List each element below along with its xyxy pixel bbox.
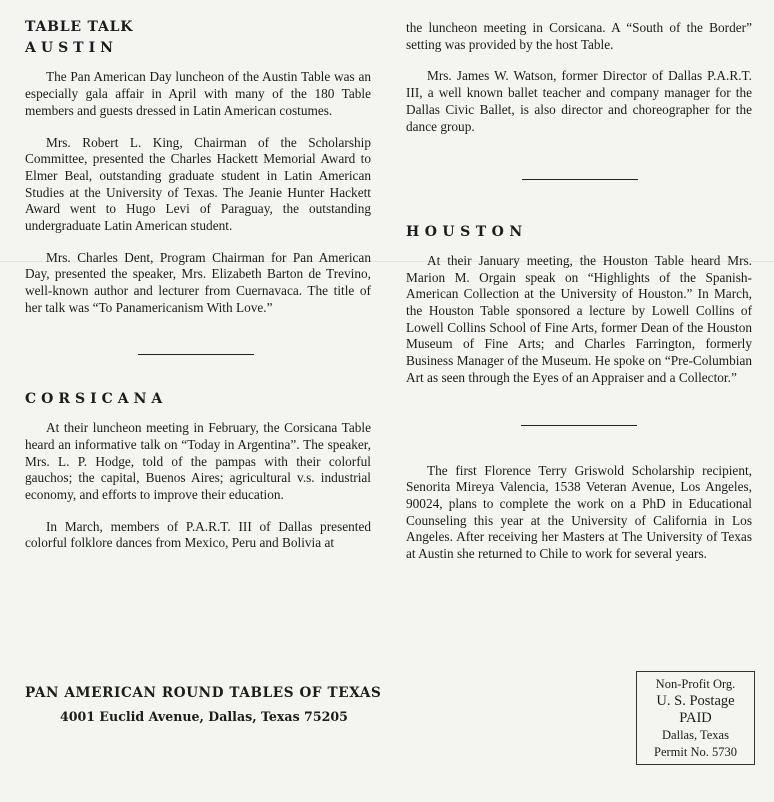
scholarship-paragraph: The first Florence Terry Griswold Scholarship recipient, Senorita Mireya Valencia, 1538 Veteran Avenue, Los Angeles, 90024, plans to complete the work on a PhD in Educational Counseling this year at the University of California in Los Angeles. After receiving her Masters at The University of Texas at Austin she returned to Chile to work for several years. <box>406 462 752 562</box>
corsicana-paragraph-1: At their luncheon meeting in February, the Corsicana Table heard an informative talk on “Today in Argentina”. The speaker, Mrs. L. P. Hodge, told of the pampas with their colorful gauchos; the capital, Buenos Aires; agricultural v.s. industrial economy, and efforts to improve their education. <box>25 420 371 503</box>
postage-indicia <box>636 671 755 765</box>
indicia-city: Dallas, Texas <box>662 728 729 742</box>
corsicana-paragraph-2: In March, members of P.A.R.T. III of Dallas presented colorful folklore dances from Mexico, Peru and Bolivia at <box>25 518 371 551</box>
organization-name: PAN AMERICAN ROUND TABLES OF TEXAS <box>25 685 382 701</box>
indicia-permit: Permit No. 5730 <box>654 745 737 759</box>
austin-heading: AUSTIN <box>25 39 118 56</box>
corsicana-paragraph-3: Mrs. James W. Watson, former Director of Dallas P.A.R.T. III, a well known ballet teacher and company manager for the Dallas Civic Ballet, is also director and choreographer for the dance group. <box>406 68 752 134</box>
austin-paragraph-1: The Pan American Day luncheon of the Austin Table was an especially gala affair in April with many of the 180 Table members and guests dressed in Latin American costumes. <box>25 69 371 118</box>
houston-paragraph: At their January meeting, the Houston Table heard Mrs. Marion M. Orgain speak on “Highlights of the Spanish-American Collection at the University of Houston.” In March, the Houston Table sponsored a lecture by Lowell Collins of Lowell Collins School of Fine Arts, former Dean of the Houston Museum of Fine Arts; and Charles Farrington, formerly Business Manager of the Museum. He spoke on “Pre-Columbian Art as seen through the Eyes of an Appraiser and a Collector.” <box>406 252 752 385</box>
austin-paragraph-3: Mrs. Charles Dent, Program Chairman for Pan American Day, presented the speaker, Mrs. Elizabeth Barton de Trevino, well-known author and lecturer from Cuernavaca. The title of her talk was “To Panamericanism With Love.” <box>25 249 371 315</box>
indicia-paid: PAID <box>679 710 712 726</box>
organization-address: 4001 Euclid Avenue, Dallas, Texas 75205 <box>60 709 348 724</box>
right-column <box>406 0 752 563</box>
left-column <box>25 0 371 552</box>
austin-paragraph-2: Mrs. Robert L. King, Chairman of the Scholarship Committee, presented the Charles Hackett Memorial Award to Elmer Beal, outstanding graduate student in Latin American Studies at the University of Texas. The Jeanie Hunter Hackett Award went to Hugo Levi of Paraguay, the outstanding undergraduate Latin American student. <box>25 134 371 234</box>
indicia-nonprofit: Non-Profit Org. <box>655 677 736 691</box>
corsicana-continued-paragraph: the luncheon meeting in Corsicana. A “South of the Border” setting was provided by the host Table. <box>406 20 752 52</box>
indicia-us-postage: U. S. Postage <box>656 693 735 709</box>
table-talk-heading: TABLE TALK <box>25 19 134 35</box>
section-divider <box>522 179 638 180</box>
section-divider <box>138 354 254 355</box>
houston-heading: HOUSTON <box>406 224 528 241</box>
corsicana-heading: CORSICANA <box>25 390 168 407</box>
section-divider <box>521 425 637 426</box>
